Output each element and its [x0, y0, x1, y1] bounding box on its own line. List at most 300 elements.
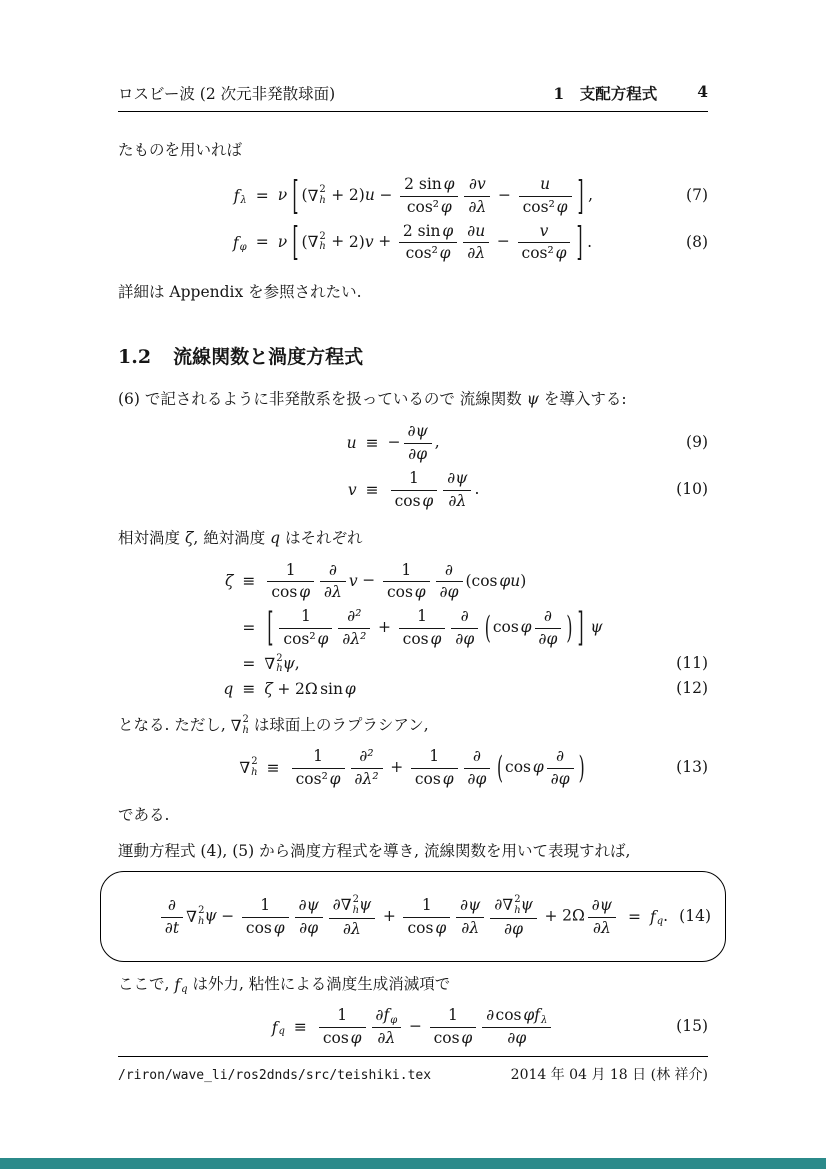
fraction — [443, 469, 471, 511]
equation-group — [158, 889, 668, 944]
equation-group — [272, 1001, 555, 1053]
denominator — [588, 918, 616, 938]
math-text: v — [347, 480, 357, 499]
math-text: ここで, — [118, 975, 175, 994]
math-text: を導入する: — [538, 390, 627, 409]
math-text: 相対渦度 — [118, 528, 185, 547]
math-text: . — [474, 479, 480, 498]
scripted-symbol — [308, 232, 326, 253]
math-text: ∂λ² — [342, 630, 367, 648]
math-text: ψ — [204, 906, 217, 925]
header-page-number: 4 — [697, 82, 708, 101]
math-text: 2 sin — [404, 175, 442, 194]
equation-block — [118, 1001, 708, 1053]
math-text: ∂λ — [324, 583, 342, 602]
math-text: φ — [555, 244, 567, 263]
numerator — [430, 1006, 477, 1028]
equation-number: (10) — [676, 480, 708, 499]
math-text: ∂ — [494, 895, 503, 914]
script-base: f — [232, 233, 239, 252]
math-text: φ — [442, 221, 454, 240]
subscript: h — [251, 766, 258, 778]
denominator — [451, 629, 478, 649]
equation-relation: ≡ — [242, 572, 256, 591]
equation-rhs — [388, 422, 480, 464]
fraction — [490, 894, 536, 939]
numerator — [320, 561, 346, 583]
math-text: 1 — [260, 896, 271, 915]
math-text: u — [346, 434, 357, 453]
numerator — [161, 896, 183, 918]
script-base: f — [534, 1006, 540, 1025]
math-text: (cos — [465, 571, 498, 590]
math-text: + — [390, 757, 404, 776]
section-heading — [118, 342, 708, 369]
math-text: 1 — [401, 560, 412, 579]
math-text: ∂ — [460, 607, 469, 626]
paragraph-text — [118, 713, 708, 738]
math-text: ∂φ — [299, 918, 319, 937]
header-title: ロスビー波 (2 次元非発散球面) — [118, 85, 336, 103]
fraction — [279, 607, 332, 649]
math-text: ∂ — [556, 746, 565, 765]
subscript: h — [319, 194, 326, 206]
numerator — [391, 469, 438, 491]
math-text: 2) — [348, 232, 365, 251]
fraction — [400, 175, 458, 217]
fraction — [242, 896, 289, 938]
math-text: , 絶対渦度 — [193, 528, 271, 547]
script-stack — [240, 196, 246, 207]
math-text: φ — [329, 769, 341, 788]
math-text: ∂φ — [439, 583, 459, 602]
script-stack — [319, 232, 325, 253]
footer-file-path: /riron/wave_li/ros2dnds/src/teishiki.tex — [118, 1068, 432, 1083]
math-text: ζ — [264, 679, 273, 698]
math-text: ∂ — [543, 607, 552, 626]
script-base: ∇ — [307, 186, 319, 205]
big-delimiter: ) — [578, 749, 585, 786]
numerator — [535, 607, 562, 629]
math-text: , — [434, 433, 440, 452]
fraction — [464, 747, 491, 789]
math-text: φ — [520, 618, 532, 636]
script-base: ∇ — [239, 758, 251, 777]
math-text: cos — [414, 769, 441, 788]
math-text: cos² — [522, 197, 555, 216]
math-text: は球面上のラプラシアン, — [249, 715, 429, 734]
equation-row — [223, 654, 602, 675]
math-text: φ — [435, 918, 447, 937]
math-text: ∂ — [472, 746, 481, 765]
scripted-symbol — [650, 908, 663, 926]
math-text: 1 — [448, 1006, 458, 1025]
equation-lhs — [223, 654, 233, 675]
math-text: ν — [277, 185, 288, 204]
scripted-symbol — [272, 1019, 285, 1037]
paragraph-text — [118, 526, 708, 550]
denominator — [242, 918, 289, 938]
big-delimiter: ( — [484, 610, 491, 646]
math-text: − — [408, 1017, 422, 1036]
equation-row — [158, 894, 668, 939]
fraction — [482, 1006, 551, 1048]
math-text: cos — [433, 1029, 460, 1048]
paragraph-text — [118, 972, 708, 997]
scripted-symbol — [502, 895, 520, 916]
equation-lhs — [223, 680, 233, 698]
paragraph-text — [118, 803, 708, 827]
fraction — [319, 1006, 366, 1048]
fraction — [451, 607, 478, 649]
subscript: φ — [239, 241, 247, 253]
math-text: cos — [492, 618, 519, 636]
math-text: φ — [443, 175, 455, 194]
fraction — [535, 607, 562, 649]
numerator — [399, 222, 457, 244]
script-stack — [240, 243, 247, 254]
fraction — [295, 896, 323, 938]
section-number: 1.2 — [118, 346, 152, 369]
subscript: λ — [540, 1015, 548, 1027]
big-delimiter: ] — [577, 172, 584, 219]
numerator — [443, 469, 471, 491]
math-text: sin — [320, 679, 343, 698]
denominator — [430, 1028, 477, 1048]
numerator — [338, 607, 370, 629]
math-text: ∂v — [469, 175, 486, 194]
math-text: , — [588, 185, 594, 204]
math-text: 2 sin — [402, 221, 441, 240]
fraction — [404, 422, 432, 464]
equation-number: (9) — [686, 433, 708, 452]
math-text: cos² — [406, 197, 440, 216]
math-text: 2Ω — [295, 679, 318, 698]
math-text: u — [540, 175, 551, 194]
numerator — [588, 896, 616, 918]
header-right — [553, 82, 708, 104]
fraction — [399, 607, 446, 649]
equation-rhs — [277, 172, 594, 219]
fraction — [292, 747, 345, 789]
math-text: 1 — [337, 1006, 348, 1025]
scripted-symbol — [264, 654, 282, 675]
scripted-symbol — [239, 757, 257, 778]
denominator — [399, 629, 446, 649]
equation-rhs — [264, 654, 602, 675]
math-text: cos — [386, 583, 413, 602]
math-text: ψ — [526, 390, 539, 409]
script-stack — [657, 917, 663, 928]
superscript: 2 — [319, 230, 326, 242]
math-text: ∂λ — [467, 244, 486, 263]
denominator — [372, 1028, 402, 1048]
math-text: φ — [532, 757, 544, 776]
page-header — [118, 82, 708, 104]
math-text: ∂t — [164, 918, 180, 937]
superscript: 2 — [198, 905, 205, 917]
numerator — [411, 747, 458, 769]
math-text: + — [544, 906, 558, 925]
math-text: φ — [442, 769, 454, 788]
denominator — [411, 769, 458, 789]
math-text: + — [378, 232, 392, 251]
math-text: (6) で記されるように非発散系を扱っているので 流線関数 — [118, 390, 527, 409]
scripted-symbol — [308, 185, 326, 206]
math-text: v — [364, 232, 374, 251]
numerator — [319, 1006, 366, 1028]
numerator — [463, 222, 489, 244]
paragraph-text — [118, 839, 708, 863]
numerator — [403, 896, 450, 918]
math-text: − — [496, 232, 510, 251]
big-delimiter: [ — [292, 172, 299, 219]
numerator — [451, 607, 478, 629]
math-text: ∂ψ — [460, 896, 481, 915]
script-base: f — [383, 1006, 390, 1025]
math-text: + — [382, 906, 396, 925]
numerator — [490, 894, 536, 919]
math-text: cos² — [295, 769, 328, 788]
math-text: ∂² — [347, 607, 362, 626]
math-text: ψ — [359, 895, 372, 914]
subscript: q — [181, 984, 188, 996]
equation-row — [272, 1006, 555, 1048]
equation-number: (13) — [676, 757, 708, 776]
denominator — [267, 582, 314, 602]
denominator — [490, 919, 536, 939]
denominator — [464, 769, 491, 789]
math-text: − — [362, 571, 376, 590]
fraction — [267, 561, 314, 603]
fraction — [320, 561, 346, 603]
equation-lhs — [239, 747, 257, 789]
denominator — [292, 769, 345, 789]
math-text: ( — [301, 185, 308, 204]
denominator — [519, 197, 572, 217]
equation-relation: = — [255, 233, 269, 252]
fraction — [430, 1006, 477, 1048]
denominator — [482, 1028, 551, 1048]
big-delimiter: ) — [566, 610, 573, 646]
math-text: ∂λ — [461, 918, 480, 937]
subscript: h — [514, 904, 521, 916]
math-text: ∂λ — [343, 920, 361, 939]
scripted-symbol — [384, 1007, 398, 1025]
script-base: ∇ — [307, 233, 319, 252]
script-base: f — [233, 187, 240, 206]
math-text: cos — [245, 918, 272, 937]
numerator — [456, 896, 484, 918]
math-text: 1 — [409, 468, 419, 487]
superscript: 2 — [242, 714, 249, 726]
math-text: φ — [430, 630, 442, 648]
equation-relation: ≡ — [365, 434, 379, 453]
math-text: ∂ — [375, 1006, 384, 1025]
numerator — [482, 1006, 551, 1028]
equation-relation: ≡ — [365, 480, 379, 499]
big-delimiter: ( — [496, 749, 504, 786]
big-delimiter: ] — [577, 605, 584, 651]
equation-number: (15) — [676, 1017, 708, 1036]
denominator — [456, 918, 484, 938]
fraction — [399, 222, 457, 264]
math-text: ∂φ — [455, 630, 475, 648]
equation-row — [347, 469, 480, 511]
math-text: ∂ψ — [447, 468, 468, 487]
math-text: 1 — [300, 607, 311, 626]
math-text: + — [331, 185, 345, 204]
math-text: − — [221, 906, 235, 925]
math-text: 詳細は Appendix を参照されたい. — [118, 283, 362, 302]
math-text: φ — [344, 679, 356, 698]
denominator — [329, 919, 375, 939]
fraction — [456, 896, 484, 938]
subscript: h — [276, 663, 283, 675]
fraction — [518, 222, 571, 264]
math-text: φ — [439, 244, 451, 263]
fraction — [436, 561, 463, 603]
denominator — [391, 491, 438, 511]
big-delimiter: ] — [576, 219, 583, 266]
math-text: たものを用いれば — [118, 141, 243, 159]
fraction — [547, 747, 574, 789]
math-text: ∂ — [445, 560, 454, 579]
equation-rhs — [264, 680, 602, 698]
paragraph-text — [118, 138, 708, 162]
math-text: φ — [523, 1006, 535, 1025]
math-text: + — [277, 679, 291, 698]
math-text: 1 — [421, 896, 432, 915]
math-text: ∂λ — [448, 491, 467, 510]
numerator — [329, 894, 375, 919]
math-text: φ — [273, 918, 285, 937]
subscript: h — [198, 915, 205, 927]
equation-row — [223, 561, 602, 603]
fraction — [351, 747, 383, 789]
equation-rhs — [289, 747, 587, 789]
denominator — [279, 629, 332, 649]
equation-lhs — [158, 894, 619, 939]
equation-lhs — [272, 1006, 285, 1048]
numerator — [404, 422, 432, 444]
page-footer — [118, 1056, 708, 1084]
math-text: cos — [505, 757, 531, 776]
subscript: h — [242, 724, 249, 736]
numerator — [399, 607, 446, 629]
fraction — [338, 607, 370, 649]
denominator — [436, 582, 463, 602]
math-text: ∂λ — [377, 1029, 396, 1048]
subscript: λ — [240, 195, 247, 207]
denominator — [518, 243, 571, 263]
math-text: . — [587, 232, 592, 251]
numerator — [400, 175, 458, 197]
equation-relation: ≡ — [266, 758, 280, 777]
math-text: − — [379, 185, 393, 204]
scripted-symbol — [186, 906, 204, 927]
denominator — [320, 582, 346, 602]
denominator — [464, 197, 490, 217]
equation-number: (12) — [676, 678, 708, 697]
equation-row — [232, 219, 593, 266]
document-content — [118, 138, 711, 1053]
math-text: φ — [350, 1029, 362, 1048]
equation-lhs — [347, 469, 357, 511]
math-text: ∂φ — [504, 920, 523, 939]
numerator — [518, 222, 571, 244]
superscript: 2 — [352, 894, 359, 906]
denominator — [443, 491, 471, 511]
script-stack — [319, 185, 325, 206]
math-text: φ — [440, 197, 452, 216]
script-stack — [541, 1016, 547, 1027]
scripted-symbol — [534, 1007, 547, 1025]
equation-rhs — [264, 561, 602, 603]
header-section: 1 支配方程式 — [553, 84, 658, 103]
header-rule — [118, 111, 708, 112]
denominator — [547, 769, 574, 789]
footer-date-author: 2014 年 04 月 18 日 (林 祥介) — [510, 1067, 708, 1083]
denominator — [403, 918, 450, 938]
equation-lhs — [347, 422, 357, 464]
denominator — [400, 197, 458, 217]
equation-lhs — [223, 607, 233, 649]
math-text: 1 — [417, 607, 427, 626]
fraction — [588, 896, 616, 938]
scripted-symbol — [174, 973, 187, 997]
math-text: はそれぞれ — [280, 528, 363, 547]
math-text: 1 — [313, 746, 323, 765]
subscript: q — [656, 916, 664, 928]
math-text: ∂u — [467, 221, 486, 240]
numerator — [547, 747, 574, 769]
math-text: ∂ — [486, 1006, 495, 1025]
denominator — [295, 918, 323, 938]
math-text: . — [663, 907, 669, 926]
equation-group — [223, 556, 602, 703]
equation-row — [233, 172, 594, 219]
section-title: 流線関数と渦度方程式 — [173, 346, 364, 369]
equation-block — [100, 871, 726, 962]
equation-row — [223, 680, 602, 698]
equation-relation: ≡ — [293, 1018, 307, 1037]
math-text: φ — [414, 583, 426, 602]
footer-rule — [118, 1056, 708, 1057]
equation-number: (11) — [676, 654, 708, 673]
math-text: ( — [301, 232, 308, 251]
equation-number: (14) — [679, 906, 711, 925]
math-text: ∂ψ — [298, 896, 319, 915]
bottom-accent-bar — [0, 1158, 826, 1169]
big-delimiter: [ — [267, 605, 274, 651]
math-text: , — [294, 654, 300, 673]
script-stack — [390, 1016, 397, 1027]
equation-rhs — [277, 219, 593, 266]
numerator — [351, 747, 383, 769]
math-text: cos — [407, 918, 434, 937]
scripted-symbol — [233, 234, 247, 252]
math-text: 1 — [285, 560, 296, 579]
math-text: φ — [461, 1029, 473, 1048]
script-stack — [181, 985, 187, 996]
math-text: ψ — [282, 654, 295, 673]
fraction — [519, 175, 572, 217]
denominator — [351, 769, 383, 789]
script-base: ∇ — [186, 907, 197, 926]
math-text: u — [364, 185, 375, 204]
math-text: v — [539, 221, 549, 240]
